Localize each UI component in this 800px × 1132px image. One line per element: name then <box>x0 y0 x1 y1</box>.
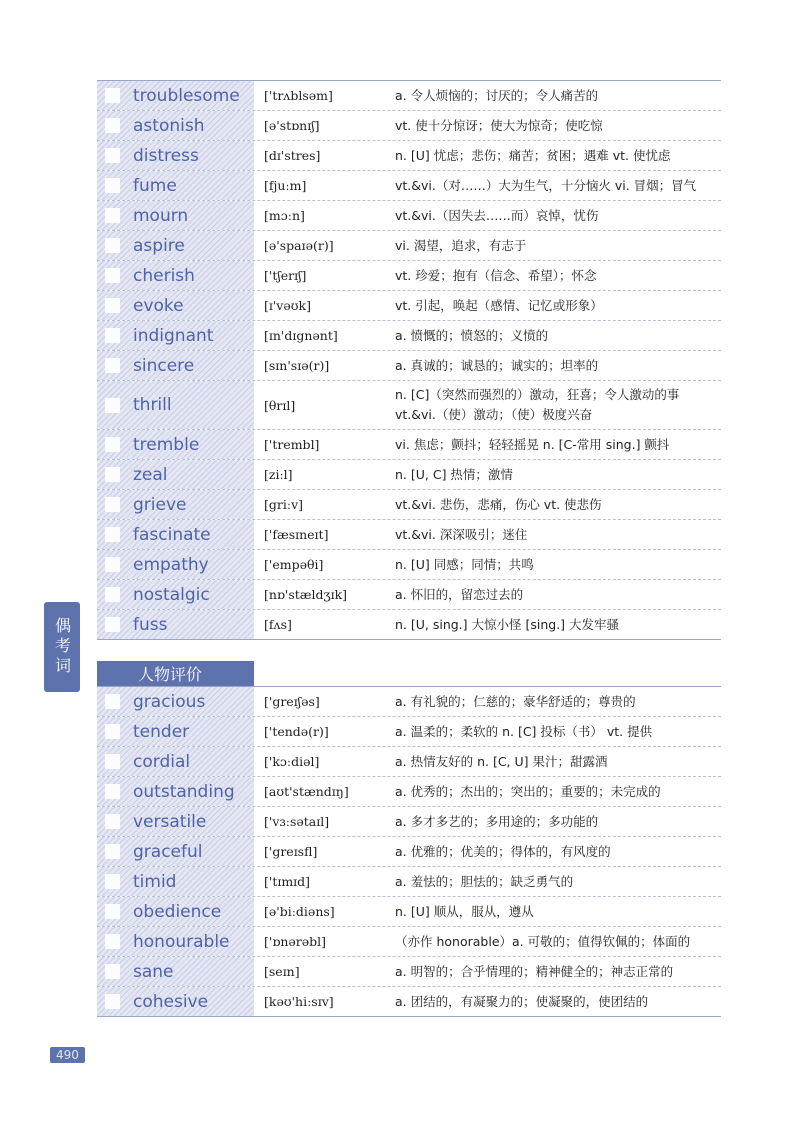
definition-line: a. 多才多艺的；多用途的；多功能的 <box>395 813 599 829</box>
vocab-row <box>97 777 721 807</box>
definition <box>391 987 721 1016</box>
definition-line: vt.&vi. 深深吸引；迷住 <box>395 526 528 542</box>
checkbox[interactable] <box>105 724 120 739</box>
vocab-row <box>97 351 721 381</box>
phonetic: [ziːl] <box>264 467 293 482</box>
vocab-row <box>97 807 721 837</box>
definition <box>391 717 721 746</box>
phonetic: [sɪn'sɪə(r)] <box>264 358 330 373</box>
definition-line: a. 令人烦恼的；讨厌的；令人痛苦的 <box>395 87 599 103</box>
checkbox[interactable] <box>105 557 120 572</box>
definition-line: vt.&vi.（使）激动；（使）极度兴奋 <box>395 407 593 422</box>
definition-line: a. 温柔的；柔软的 n. [C] 投标（书） vt. 提供 <box>395 723 653 739</box>
vocab-row <box>97 987 721 1017</box>
definition <box>391 610 721 639</box>
word-cell <box>97 460 255 489</box>
vocab-row <box>97 381 721 430</box>
word-cell <box>97 957 255 986</box>
side-tab-label: 偶考词 <box>44 602 80 692</box>
definition-line: vt. 珍爱；抱有（信念、希望）；怀念 <box>395 267 597 283</box>
checkbox[interactable] <box>105 754 120 769</box>
checkbox[interactable] <box>105 964 120 979</box>
definition <box>391 490 721 519</box>
definition-line: vt. 引起，唤起（感情、记忆或形象） <box>395 297 603 313</box>
vocab-row <box>97 927 721 957</box>
word-cell <box>97 81 255 110</box>
definition <box>391 381 721 429</box>
word: cherish <box>133 265 195 286</box>
definition-line: n. [U, C] 热情；激情 <box>395 466 513 482</box>
phonetic: ['trʌblsəm] <box>264 88 333 103</box>
phonetic: ['tendə(r)] <box>264 724 329 739</box>
definition-line: a. 团结的，有凝聚力的；使凝聚的，使团结的 <box>395 993 649 1009</box>
checkbox[interactable] <box>105 268 120 283</box>
checkbox[interactable] <box>105 844 120 859</box>
phonetic: ['vɜːsətaɪl] <box>264 814 330 829</box>
definition <box>391 201 721 230</box>
definition <box>391 867 721 896</box>
phonetic: [seɪn] <box>264 964 300 979</box>
word-cell <box>97 580 255 609</box>
phonetic: [kəʊ'hiːsɪv] <box>264 994 334 1009</box>
word: fume <box>133 175 177 196</box>
vocab-row <box>97 867 721 897</box>
word-cell <box>97 717 255 746</box>
vocab-row <box>97 580 721 610</box>
definition <box>391 351 721 380</box>
word: nostalgic <box>133 584 210 605</box>
definition-line: a. 优雅的；优美的；得体的，有风度的 <box>395 843 611 859</box>
definition <box>391 687 721 716</box>
phonetic: [fjuːm] <box>264 178 307 193</box>
definition-line: n. [C]（突然而强烈的）激动，狂喜；令人激动的事 <box>395 387 680 402</box>
definition-line: vi. 渴望，追求，有志于 <box>395 237 527 253</box>
definition <box>391 550 721 579</box>
vocab-row <box>97 957 721 987</box>
definition <box>391 291 721 320</box>
phonetic: [ə'stɒnɪʃ] <box>264 118 320 133</box>
vocab-row <box>97 490 721 520</box>
definition-line: a. 羞怯的；胆怯的；缺乏勇气的 <box>395 873 574 889</box>
word: evoke <box>133 295 184 316</box>
phonetic: ['tɪmɪd] <box>264 874 311 889</box>
vocab-row <box>97 747 721 777</box>
word: obedience <box>133 901 222 922</box>
phonetic: ['empəθi] <box>264 557 324 572</box>
definition-line: a. 优秀的；杰出的；突出的；重要的；未完成的 <box>395 783 661 799</box>
phonetic: [ɪn'dɪgnənt] <box>264 328 338 343</box>
word: cordial <box>133 751 191 772</box>
vocab-row <box>97 687 721 717</box>
checkbox[interactable] <box>105 208 120 223</box>
phonetic: [nɒ'stældʒɪk] <box>264 587 348 602</box>
word-cell <box>97 747 255 776</box>
vocab-row <box>97 460 721 490</box>
vocab-row <box>97 171 721 201</box>
word: honourable <box>133 931 230 952</box>
vocab-row <box>97 837 721 867</box>
word-cell <box>97 261 255 290</box>
word: tender <box>133 721 190 742</box>
word-cell <box>97 231 255 260</box>
word: thrill <box>133 395 172 415</box>
checkbox[interactable] <box>105 694 120 709</box>
definition-line: a. 明智的；合乎情理的；精神健全的；神志正常的 <box>395 963 674 979</box>
phonetic: ['fæsɪneɪt] <box>264 527 329 542</box>
definition <box>391 261 721 290</box>
definition-line: n. [U] 顺从，服从，遵从 <box>395 903 534 919</box>
phonetic: [θrɪl] <box>264 397 296 413</box>
definition-line: n. [U] 同感；同情；共鸣 <box>395 556 534 572</box>
checkbox[interactable] <box>105 358 120 373</box>
word-cell <box>97 807 255 836</box>
definition <box>391 231 721 260</box>
definition-line: a. 怀旧的，留恋过去的 <box>395 586 524 602</box>
phonetic: ['tʃerɪʃ] <box>264 268 307 283</box>
phonetic: [griːv] <box>264 497 304 512</box>
vocab-row <box>97 717 721 747</box>
definition <box>391 321 721 350</box>
definition <box>391 430 721 459</box>
word: gracious <box>133 691 206 712</box>
phonetic: [fʌs] <box>264 617 292 632</box>
word-cell <box>97 321 255 350</box>
word-cell <box>97 777 255 806</box>
word-cell <box>97 111 255 140</box>
category-header <box>97 661 721 687</box>
page-number: 490 <box>50 1047 85 1063</box>
word-cell <box>97 837 255 866</box>
checkbox[interactable] <box>105 467 120 482</box>
checkbox[interactable] <box>105 587 120 602</box>
word-cell <box>97 987 255 1016</box>
vocab-row <box>97 897 721 927</box>
checkbox[interactable] <box>105 904 120 919</box>
checkbox[interactable] <box>105 994 120 1009</box>
phonetic: [mɔːn] <box>264 208 305 223</box>
vocab-row <box>97 291 721 321</box>
phonetic: ['kɔːdiəl] <box>264 754 320 769</box>
word: grieve <box>133 494 187 515</box>
definition <box>391 171 721 200</box>
definition <box>391 520 721 549</box>
definition-line: vi. 焦虑；颤抖；轻轻摇晃 n. [C-常用 sing.] 颤抖 <box>395 436 670 452</box>
definition <box>391 927 721 956</box>
definition <box>391 111 721 140</box>
word: timid <box>133 871 177 892</box>
word: fascinate <box>133 524 211 545</box>
phonetic: [dɪ'stres] <box>264 148 321 163</box>
checkbox[interactable] <box>105 328 120 343</box>
word: empathy <box>133 554 209 575</box>
word: tremble <box>133 434 200 455</box>
definition-line: （亦作 honorable）a. 可敬的；值得钦佩的；体面的 <box>395 933 691 949</box>
word-cell <box>97 520 255 549</box>
checkbox[interactable] <box>105 617 120 632</box>
checkbox[interactable] <box>105 298 120 313</box>
definition-line: a. 真诚的；诚恳的；诚实的；坦率的 <box>395 357 599 373</box>
checkbox[interactable] <box>105 814 120 829</box>
definition-line: vt.&vi.（因失去……而）哀悼，忧伤 <box>395 207 599 223</box>
word: fuss <box>133 614 168 635</box>
definition <box>391 580 721 609</box>
word-cell <box>97 351 255 380</box>
vocab-row <box>97 430 721 460</box>
word: astonish <box>133 115 205 136</box>
vocab-table-2 <box>97 687 721 1017</box>
word-cell <box>97 381 255 429</box>
word-cell <box>97 430 255 459</box>
vocab-row <box>97 111 721 141</box>
checkbox[interactable] <box>105 934 120 949</box>
vocab-row <box>97 81 721 111</box>
word: sincere <box>133 355 195 376</box>
definition <box>391 141 721 170</box>
word-cell <box>97 490 255 519</box>
definition-line: n. [U] 忧虑；悲伤；痛苦；贫困；遇难 vt. 使忧虑 <box>395 147 671 163</box>
vocab-row <box>97 550 721 580</box>
checkbox[interactable] <box>105 238 120 253</box>
definition <box>391 777 721 806</box>
definition-line: vt.&vi.（对……）大为生气，十分恼火 vi. 冒烟；冒气 <box>395 177 697 193</box>
phonetic: [ə'biːdiəns] <box>264 904 335 919</box>
phonetic: ['ɒnərəbl] <box>264 934 327 949</box>
word-cell <box>97 201 255 230</box>
word-cell <box>97 897 255 926</box>
word: troublesome <box>133 85 240 106</box>
word-cell <box>97 610 255 639</box>
definition-line: vt.&vi. 悲伤，悲痛，伤心 vt. 使悲伤 <box>395 496 602 512</box>
definition <box>391 837 721 866</box>
phonetic: [aʊt'stændɪŋ] <box>264 784 349 799</box>
category-title: 人物评价 <box>97 661 254 686</box>
definition-line: a. 有礼貌的；仁慈的；豪华舒适的；尊贵的 <box>395 693 636 709</box>
definition <box>391 807 721 836</box>
vocab-row <box>97 520 721 550</box>
definition <box>391 81 721 110</box>
vocab-row <box>97 231 721 261</box>
word-cell <box>97 291 255 320</box>
word-cell <box>97 927 255 956</box>
checkbox[interactable] <box>105 398 120 413</box>
definition <box>391 460 721 489</box>
word: mourn <box>133 205 189 226</box>
word-cell <box>97 867 255 896</box>
word-cell <box>97 171 255 200</box>
word-cell <box>97 687 255 716</box>
checkbox[interactable] <box>105 178 120 193</box>
word: distress <box>133 145 199 166</box>
definition-line: n. [U, sing.] 大惊小怪 [sing.] 大发牢骚 <box>395 616 620 632</box>
checkbox[interactable] <box>105 88 120 103</box>
definition-line: vt. 使十分惊讶；使大为惊奇；使吃惊 <box>395 117 603 133</box>
phonetic: ['greɪʃəs] <box>264 694 320 709</box>
vocab-row <box>97 321 721 351</box>
definition-line: a. 热情友好的 n. [C, U] 果汁；甜露酒 <box>395 753 608 769</box>
word-cell <box>97 141 255 170</box>
definition <box>391 747 721 776</box>
checkbox[interactable] <box>105 118 120 133</box>
vocab-row <box>97 141 721 171</box>
checkbox[interactable] <box>105 527 120 542</box>
phonetic: ['greɪsfl] <box>264 844 318 859</box>
word: aspire <box>133 235 185 256</box>
vocab-row <box>97 610 721 640</box>
vocab-row <box>97 261 721 291</box>
word: versatile <box>133 811 207 832</box>
vocab-row <box>97 201 721 231</box>
phonetic: [ə'spaɪə(r)] <box>264 238 334 253</box>
checkbox[interactable] <box>105 784 120 799</box>
checkbox[interactable] <box>105 497 120 512</box>
word-cell <box>97 550 255 579</box>
checkbox[interactable] <box>105 874 120 889</box>
phonetic: [ɪ'vəʊk] <box>264 298 311 313</box>
word: indignant <box>133 325 214 346</box>
definition <box>391 897 721 926</box>
checkbox[interactable] <box>105 437 120 452</box>
word: cohesive <box>133 991 209 1012</box>
definition-line: a. 愤慨的；愤怒的；义愤的 <box>395 327 549 343</box>
word: graceful <box>133 841 203 862</box>
vocab-table-1 <box>97 81 721 640</box>
definition <box>391 957 721 986</box>
checkbox[interactable] <box>105 148 120 163</box>
phonetic: ['trembl] <box>264 437 320 452</box>
word: sane <box>133 961 174 982</box>
word: zeal <box>133 464 168 485</box>
word: outstanding <box>133 781 235 802</box>
